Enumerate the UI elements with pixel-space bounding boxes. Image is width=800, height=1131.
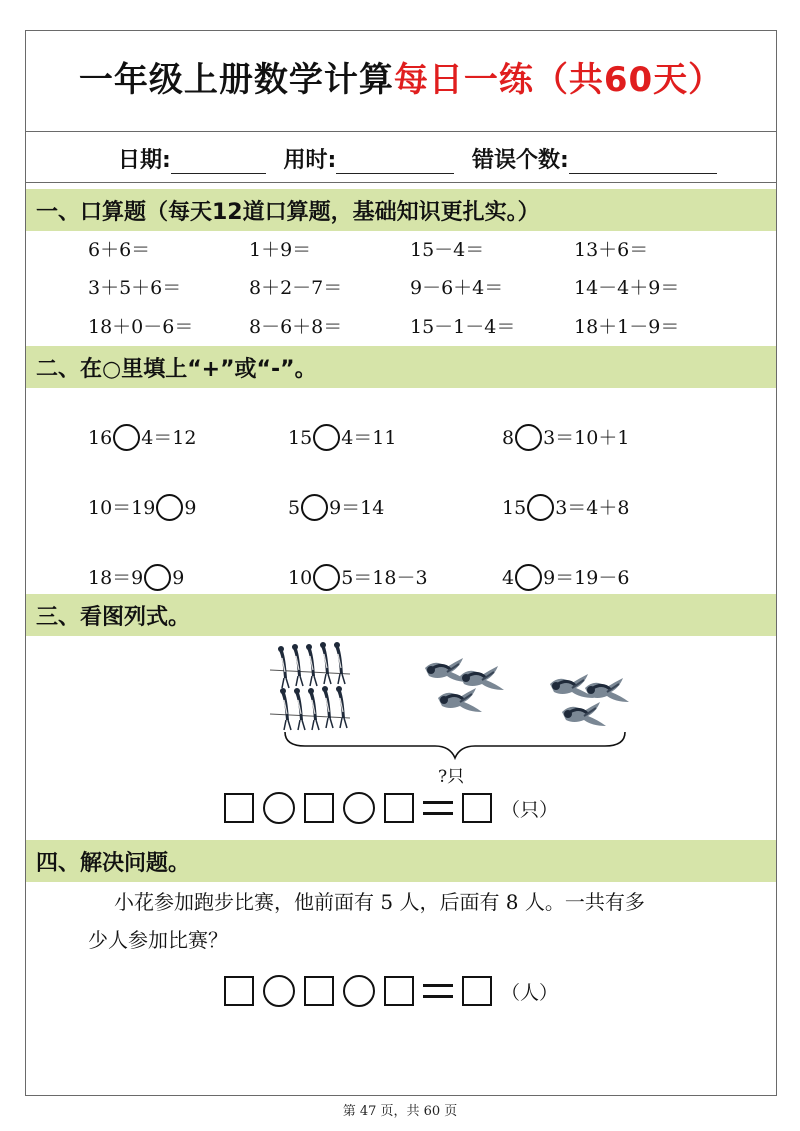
fill-item: 18＝9 9 — [88, 563, 184, 593]
section-heading-text: 三、看图列式。 — [36, 605, 191, 630]
answer-circle[interactable] — [515, 424, 542, 451]
section-heading-4 — [26, 840, 776, 882]
answer-box[interactable] — [304, 976, 334, 1006]
errors-field[interactable] — [569, 147, 717, 174]
answer-circle[interactable] — [343, 792, 375, 824]
answer-box[interactable] — [384, 793, 414, 823]
fill-item: 4 9＝19－6 — [502, 563, 629, 593]
divider — [26, 131, 776, 132]
section-heading-text: 一、口算题（每天12道口算题，基础知识更扎实。） — [36, 200, 540, 225]
section-heading-text: 四、解决问题。 — [36, 851, 191, 876]
question-label: ?只 — [438, 767, 465, 787]
unit-label: （只） — [501, 798, 559, 821]
fill-item: 5 9＝14 — [288, 493, 384, 523]
title-highlight: 每日一练（共60天） — [393, 60, 724, 100]
fill-item: 8 3＝10＋1 — [502, 423, 629, 453]
fill-item: 10 5＝18－3 — [288, 563, 428, 593]
answer-circle[interactable] — [343, 975, 375, 1007]
answer-box[interactable] — [462, 793, 492, 823]
page-footer: 第 47 页，共 60 页 — [342, 1104, 458, 1119]
equals-sign — [423, 982, 453, 1000]
answer-circle[interactable] — [515, 564, 542, 591]
birds-illustration — [260, 640, 640, 780]
unit-label: （人） — [501, 981, 559, 1004]
section-heading-2 — [26, 346, 776, 388]
oral-item: 8－6＋8＝ — [249, 316, 343, 338]
answer-circle[interactable] — [313, 564, 340, 591]
answer-circle[interactable] — [113, 424, 140, 451]
page-title — [26, 52, 776, 101]
answer-box[interactable] — [384, 976, 414, 1006]
oral-item: 1＋9＝ — [249, 239, 312, 261]
divider — [26, 182, 776, 183]
answer-circle[interactable] — [144, 564, 171, 591]
oral-item: 3＋5＋6＝ — [88, 277, 182, 299]
date-label: 日期: — [118, 148, 171, 173]
picture-equation — [224, 792, 567, 824]
section-heading-3 — [26, 594, 776, 636]
time-label: 用时: — [283, 148, 337, 173]
oral-item: 6＋6＝ — [88, 239, 151, 261]
answer-circle[interactable] — [156, 494, 183, 521]
date-field[interactable] — [171, 147, 266, 174]
fill-item: 15 3＝4＋8 — [502, 493, 629, 523]
answer-circle[interactable] — [263, 975, 295, 1007]
oral-item: 8＋2－7＝ — [249, 277, 343, 299]
answer-circle[interactable] — [263, 792, 295, 824]
oral-item: 9－6＋4＝ — [410, 277, 504, 299]
oral-item: 15－4＝ — [410, 239, 485, 261]
fill-item: 10＝19 9 — [88, 493, 196, 523]
answer-box[interactable] — [224, 793, 254, 823]
title-main: 一年级上册数学计算 — [78, 60, 394, 100]
oral-item: 14－4＋9＝ — [574, 277, 680, 299]
oral-item: 18＋0－6＝ — [88, 316, 194, 338]
oral-item: 18＋1－9＝ — [574, 316, 680, 338]
fill-item: 15 4＝11 — [288, 423, 396, 453]
info-row — [118, 143, 717, 174]
answer-box[interactable] — [224, 976, 254, 1006]
problem-equation — [224, 975, 567, 1007]
oral-item: 13＋6＝ — [574, 239, 649, 261]
answer-box[interactable] — [462, 976, 492, 1006]
problem-line-2: 少人参加比赛？ — [88, 928, 228, 952]
time-field[interactable] — [336, 147, 454, 174]
fill-item: 16 4＝12 — [88, 423, 196, 453]
section-heading-1 — [26, 189, 776, 231]
oral-item: 15－1－4＝ — [410, 316, 516, 338]
answer-box[interactable] — [304, 793, 334, 823]
equals-sign — [423, 799, 453, 817]
answer-circle[interactable] — [313, 424, 340, 451]
section-heading-text: 二、在○里填上“+”或“-”。 — [36, 357, 317, 382]
problem-line-1: 小花参加跑步比赛，他前面有 5 人，后面有 8 人。一共有多 — [114, 890, 645, 914]
answer-circle[interactable] — [301, 494, 328, 521]
errors-label: 错误个数: — [471, 148, 569, 173]
answer-circle[interactable] — [527, 494, 554, 521]
